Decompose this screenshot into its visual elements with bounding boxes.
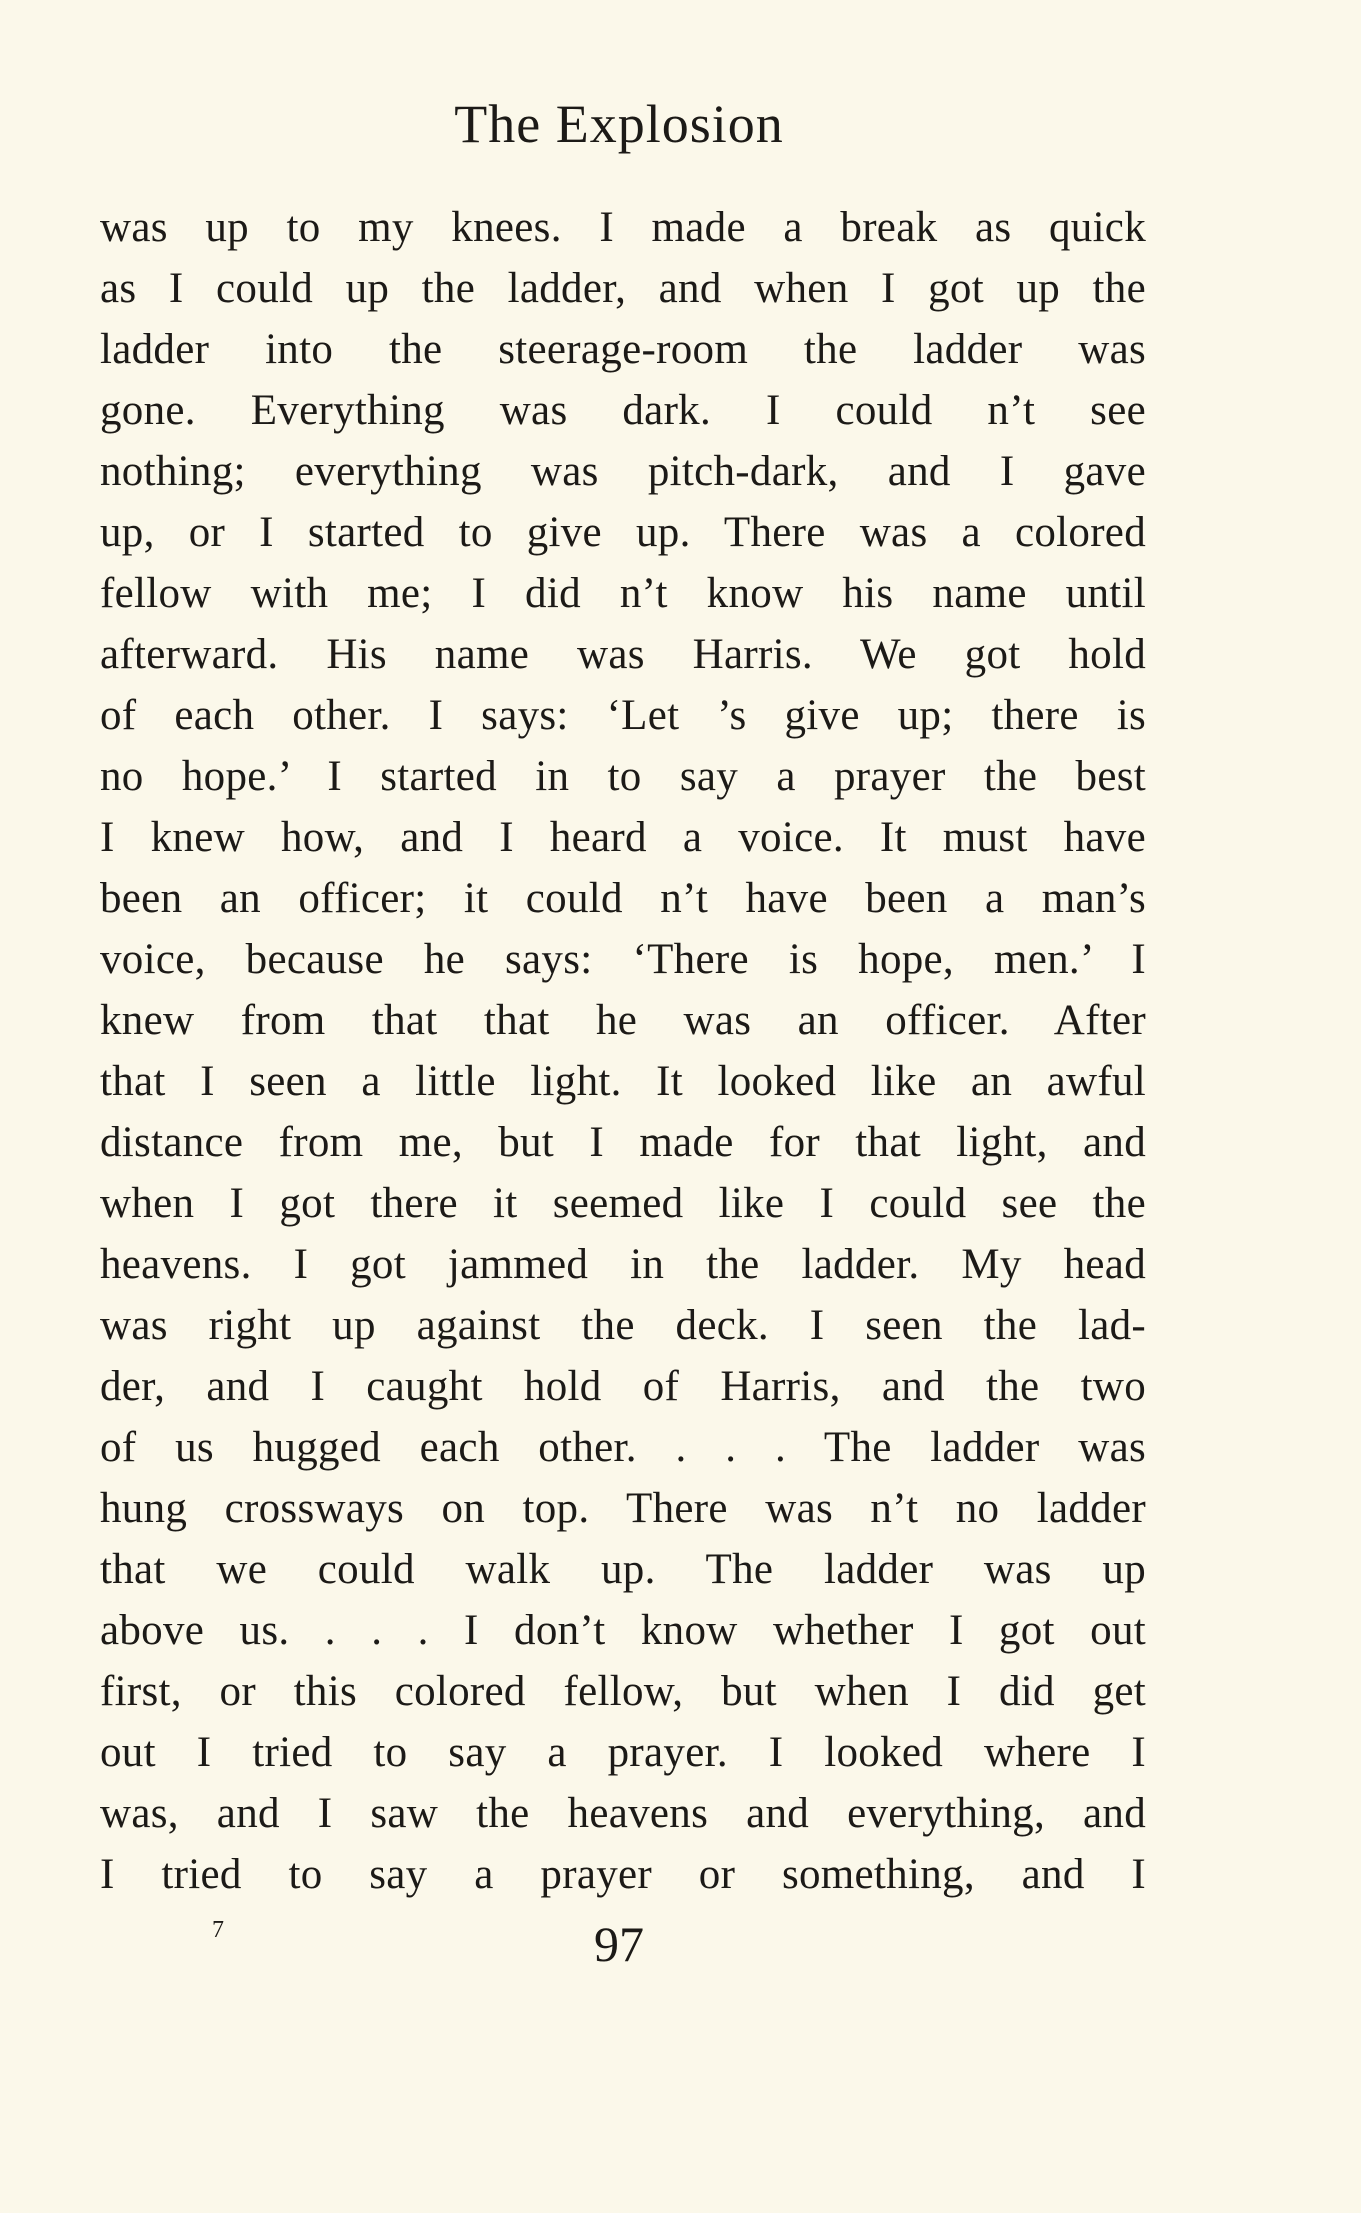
text-line: der, and I caught hold of Harris, and the two <box>100 1363 1146 1410</box>
page-number: 97 <box>594 1916 644 1972</box>
text-line: heavens. I got jammed in the ladder. My head <box>100 1241 1146 1288</box>
text-line: distance from me, but I made for that light, and <box>100 1119 1146 1166</box>
text-line: knew from that that he was an officer. After <box>100 997 1146 1044</box>
text-line: I tried to say a prayer or something, and I <box>100 1851 1146 1898</box>
text-line: was, and I saw the heavens and everything, and <box>100 1790 1146 1837</box>
text-line: first, or this colored fellow, but when I did get <box>100 1668 1146 1715</box>
text-line: when I got there it seemed like I could see the <box>100 1180 1146 1227</box>
text-line: afterward. His name was Harris. We got hold <box>100 631 1146 678</box>
text-line: was up to my knees. I made a break as quick <box>100 204 1146 251</box>
text-line: that we could walk up. The ladder was up <box>100 1546 1146 1593</box>
text-line: been an officer; it could n’t have been a man’s <box>100 875 1146 922</box>
text-line: fellow with me; I did n’t know his name until <box>100 570 1146 617</box>
text-line: that I seen a little light. It looked like an awful <box>100 1058 1146 1105</box>
text-line: nothing; everything was pitch-dark, and I gave <box>100 448 1146 495</box>
text-line: as I could up the ladder, and when I got up the <box>100 265 1146 312</box>
text-line: ladder into the steerage-room the ladder was <box>100 326 1146 373</box>
text-line: out I tried to say a prayer. I looked where I <box>100 1729 1146 1776</box>
running-head: The Explosion <box>454 94 784 154</box>
text-line: hung crossways on top. There was n’t no ladder <box>100 1485 1146 1532</box>
text-line: of us hugged each other. . . . The ladder was <box>100 1424 1146 1471</box>
text-line: gone. Everything was dark. I could n’t see <box>100 387 1146 434</box>
body-text <box>100 197 1146 1905</box>
text-line: of each other. I says: ‘Let ’s give up; there is <box>100 692 1146 739</box>
text-line: above us. . . . I don’t know whether I got out <box>100 1607 1146 1654</box>
text-line: I knew how, and I heard a voice. It must have <box>100 814 1146 861</box>
text-line: was right up against the deck. I seen the lad- <box>100 1302 1146 1349</box>
text-line: voice, because he says: ‘There is hope, men.’ I <box>100 936 1146 983</box>
text-line: no hope.’ I started in to say a prayer the best <box>100 753 1146 800</box>
text-line: up, or I started to give up. There was a colored <box>100 509 1146 556</box>
signature-mark: 7 <box>212 1917 224 1943</box>
